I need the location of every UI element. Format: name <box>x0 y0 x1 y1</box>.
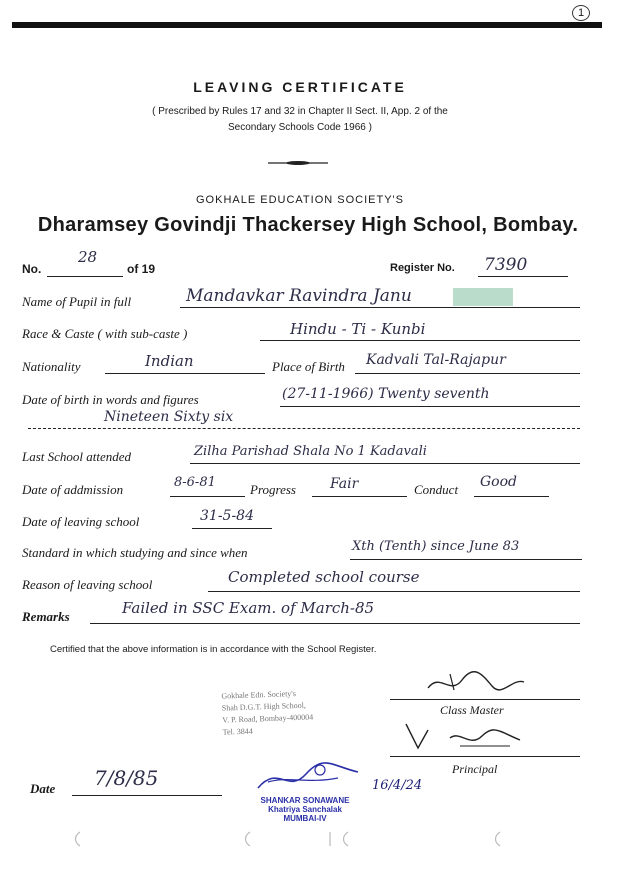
dob-value-line-2: Nineteen Sixty six <box>104 409 234 425</box>
school-stamp <box>221 685 373 738</box>
principal-label: Principal <box>452 762 498 776</box>
stamp-line-3: V. P. Road, Bombay-400004 <box>222 712 314 725</box>
leaving-date-label: Date of leaving school <box>22 514 140 529</box>
verification-date: 16/4/24 <box>372 778 423 793</box>
race-caste-line <box>260 340 580 341</box>
leaving-reason-value: Completed school course <box>228 568 420 586</box>
name-value: Mandavkar Ravindra Janu <box>186 286 412 306</box>
name-line <box>180 307 580 308</box>
conduct-line <box>474 496 549 497</box>
leaving-reason-label: Reason of leaving school <box>22 577 153 592</box>
remarks-value: Failed in SSC Exam. of March-85 <box>122 599 375 617</box>
standard-line <box>350 559 582 560</box>
certificate-title: LEAVING CERTIFICATE <box>193 79 407 95</box>
conduct-value: Good <box>480 474 518 490</box>
birth-place-line <box>355 373 580 374</box>
class-master-label: Class Master <box>440 703 504 717</box>
remarks-label: Remarks <box>22 609 70 624</box>
number-line <box>47 276 123 277</box>
leaving-date-line <box>192 528 272 529</box>
school-name: Dharamsey Govindji Thackersey High School, Bombay. <box>37 214 579 236</box>
stamp-officer-place: MUMBAI-IV <box>283 814 327 823</box>
stamp-officer-name: SHANKAR SONAWANE <box>260 796 350 805</box>
dob-label: Date of birth in words and figures <box>22 392 199 407</box>
highlight-mark <box>453 288 513 306</box>
principal-line <box>390 756 580 757</box>
dob-line-2 <box>28 428 580 429</box>
leaving-reason-line <box>208 591 580 592</box>
of-year-label: of 19 <box>127 262 156 276</box>
remarks-line <box>90 623 580 624</box>
date-label: Date <box>30 781 56 796</box>
prescribed-line-1: ( Prescribed by Rules 17 and 32 in Chapter II Sect. II, App. 2 of the <box>152 106 448 117</box>
prescribed-note <box>60 104 540 136</box>
verification-signature <box>248 758 368 798</box>
society-name: GOKHALE EDUCATION SOCIETY'S <box>196 194 404 206</box>
register-label: Register No. <box>390 262 455 274</box>
race-caste-label: Race & Caste ( with sub-caste ) <box>22 326 188 341</box>
date-line <box>72 795 222 796</box>
last-school-label: Last School attended <box>22 449 132 464</box>
name-label: Name of Pupil in full <box>22 294 132 309</box>
nationality-line <box>105 373 265 374</box>
register-value: 7390 <box>484 255 528 275</box>
stamp-officer-role: Khatriya Sanchalak <box>268 805 342 814</box>
stamp-line-2: Shah D.G.T. High School, <box>221 700 307 713</box>
certification-statement: Certified that the above information is in accordance with the School Register. <box>50 644 377 655</box>
progress-label: Progress <box>250 482 296 497</box>
admission-value: 8-6-81 <box>174 475 216 490</box>
standard-value: Xth (Tenth) since June 83 <box>352 539 520 554</box>
dob-line-1 <box>280 406 580 407</box>
nationality-value: Indian <box>145 352 194 370</box>
progress-line <box>312 496 407 497</box>
leaving-date-value: 31-5-84 <box>200 508 254 524</box>
verification-stamp <box>250 796 360 823</box>
register-line <box>478 276 568 277</box>
progress-value: Fair <box>330 476 359 492</box>
class-master-line <box>390 699 580 700</box>
number-value: 28 <box>78 248 98 266</box>
last-school-value: Zilha Parishad Shala No 1 Kadavali <box>194 444 427 459</box>
stamp-line-4: Tel. 3844 <box>222 726 253 737</box>
class-master-signature <box>420 668 530 698</box>
top-border-bar <box>12 22 602 28</box>
birth-place-value: Kadvali Tal-Rajapur <box>366 352 506 368</box>
ornament-divider <box>268 161 328 165</box>
dob-value-line-1: (27-11-1966) Twenty seventh <box>282 386 490 402</box>
admission-label: Date of addmission <box>22 482 124 497</box>
stamp-line-1: Gokhale Edn. Society's <box>221 689 297 701</box>
admission-line <box>170 496 245 497</box>
birth-place-label: Place of Birth <box>272 359 345 374</box>
nationality-label: Nationality <box>22 359 81 374</box>
standard-label: Standard in which studying and since when <box>22 545 248 560</box>
date-value: 7/8/85 <box>94 766 159 790</box>
principal-signature <box>400 718 530 754</box>
race-caste-value: Hindu - Ti - Kunbi <box>290 320 426 338</box>
conduct-label: Conduct <box>414 482 459 497</box>
number-label: No. <box>22 262 42 276</box>
prescribed-line-2: Secondary Schools Code 1966 ) <box>228 122 372 133</box>
page-number: 1 <box>572 5 590 21</box>
last-school-line <box>190 463 580 464</box>
bleed-through-marks <box>30 828 590 848</box>
